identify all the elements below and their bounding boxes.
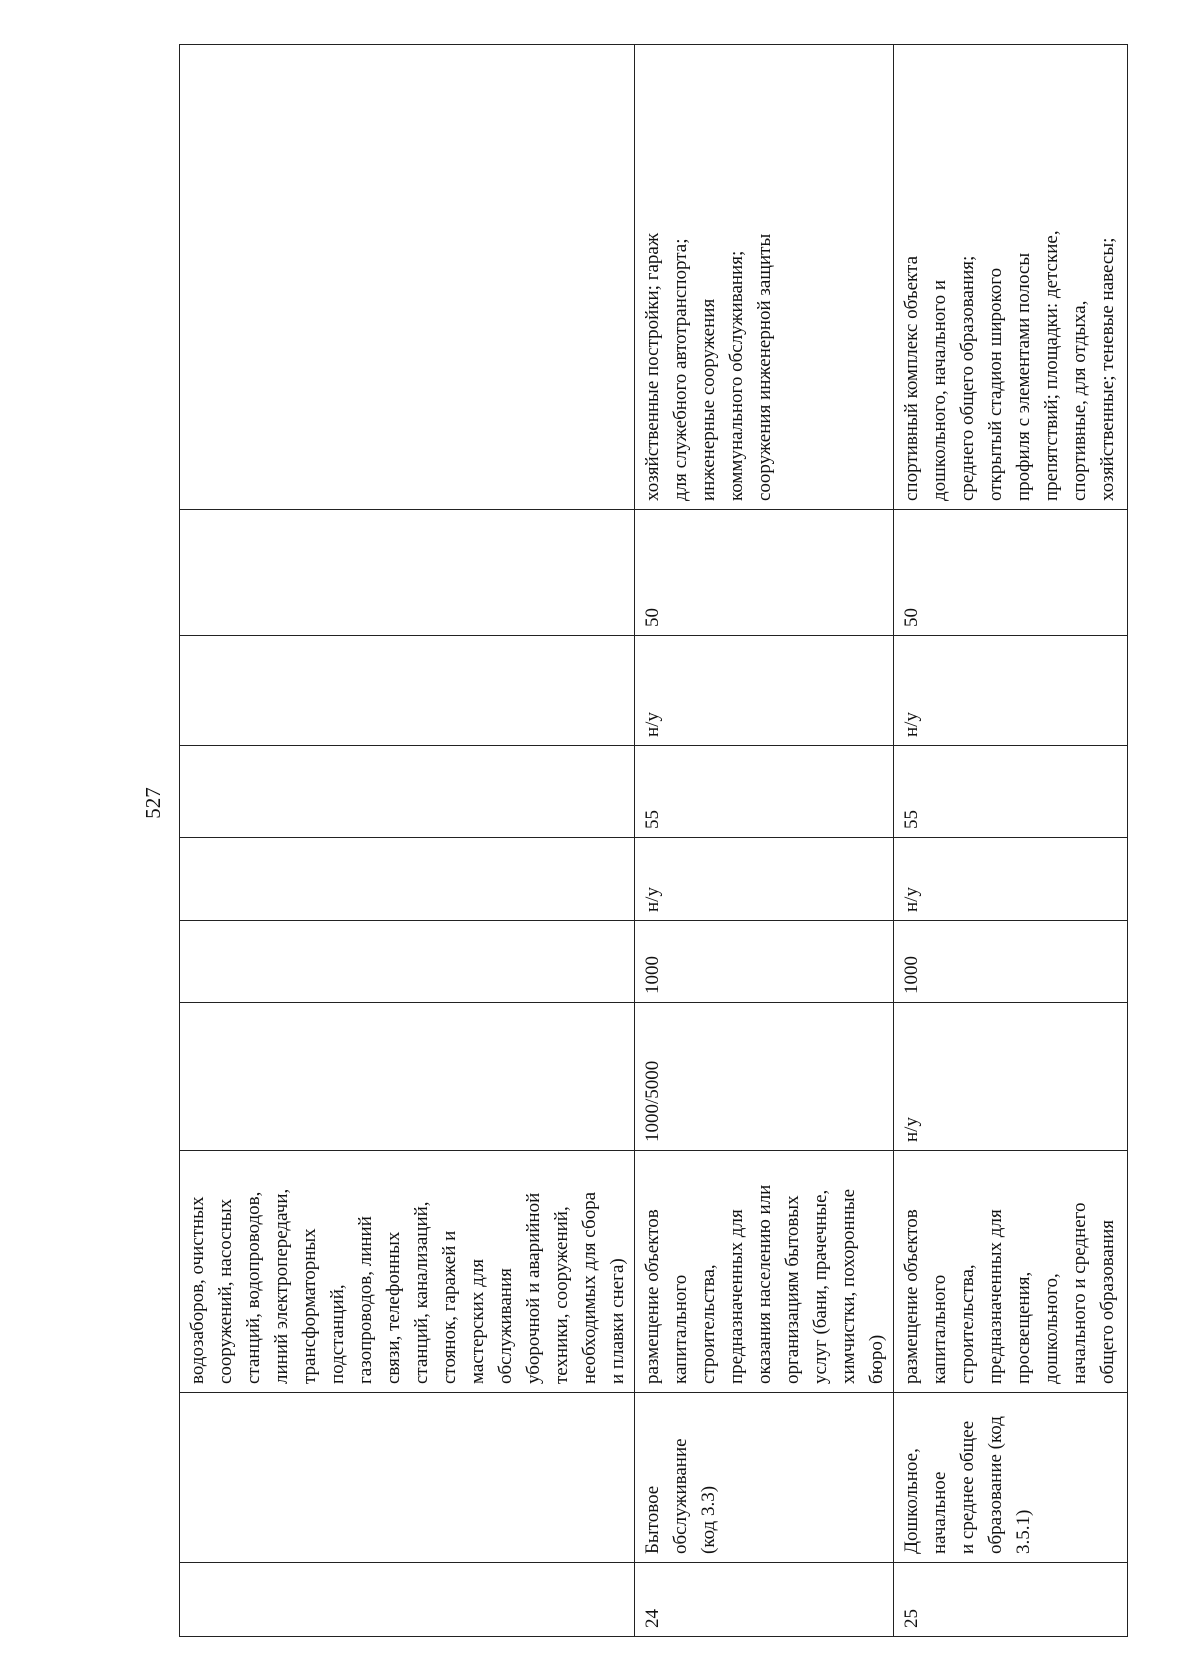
table-row [635,45,894,1637]
description-cell: размещение объектов капитального строительства, предназначенных для оказания населению или организациям бытовых услуг (бани, прачечные, химчистки, похоронные бюро) [635,1151,894,1393]
page-number: 527 [141,787,165,819]
param-cell [180,838,635,921]
auxiliary-use-cell: хозяйственные постройки; гараж для служебного автотранспорта; инженерные сооружения коммунального обслуживания; сооружения инженерной защиты [635,45,894,510]
param-cell: н/у [635,838,894,921]
description-cell: размещение объектов капитального строительства, предназначенных для просвещения, дошкольного, начального и среднего общего образования [894,1151,1128,1393]
param-cell: 50 [635,510,894,636]
param-cell [180,921,635,1003]
param-cell: 55 [894,746,1128,838]
param-cell: 50 [894,510,1128,636]
param-cell: 1000 [635,921,894,1003]
row-number-cell: 25 [894,1563,1128,1637]
use-type-cell [180,1393,635,1563]
description-cell: водозаборов, очистных сооружений, насосных станций, водопроводов, линий электропередачи, трансформаторных подстанций, газопроводов, линий связи, телефонных станций, канализаций, стоянок, гаражей и мастерских для обслуживания уборочной и аварийной техники, сооружений, необходимых для сбора и плавки снега) [180,1151,635,1393]
table-row [894,45,1128,1637]
auxiliary-use-cell [180,45,635,510]
table-wrapper [179,45,1118,1637]
param-cell [180,510,635,636]
zoning-regulations-table [179,44,1128,1637]
param-cell: 1000 [894,921,1128,1003]
area-limits-cell: 1000/5000 [635,1003,894,1151]
param-cell: 55 [635,746,894,838]
param-cell: н/у [894,838,1128,921]
param-cell [180,636,635,746]
param-cell: н/у [635,636,894,746]
row-number-cell [180,1563,635,1637]
param-cell: н/у [894,636,1128,746]
auxiliary-use-cell: спортивный комплекс объекта дошкольного, начального и среднего общего образования; открытый стадион широкого профиля с элементами полосы препятствий; площадки: детские, спортивные, для отдыха, хозяйственные; теневые навесы; [894,45,1128,510]
param-cell [180,746,635,838]
table-row [180,45,635,1637]
area-limits-cell [180,1003,635,1151]
use-type-cell: Дошкольное, начальное и среднее общее образование (код 3.5.1) [894,1393,1128,1563]
area-limits-cell: н/у [894,1003,1128,1151]
row-number-cell: 24 [635,1563,894,1637]
use-type-cell: Бытовое обслуживание (код 3.3) [635,1393,894,1563]
